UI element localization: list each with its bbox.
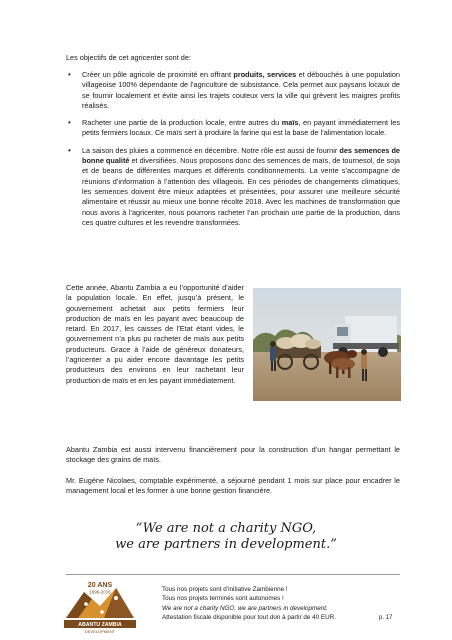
footer-divider — [66, 574, 400, 575]
bullet-text: Racheter une partie de la production locale, entre autres du — [82, 118, 282, 128]
list-item — [66, 70, 400, 111]
list-item — [66, 118, 400, 139]
bullet-text: Créer un pôle agricole de proximité en offrant — [82, 70, 234, 79]
bullet-icon: • — [68, 118, 71, 128]
abantu-zambia-logo — [62, 578, 138, 634]
bullet-text: et diversifiées. Nous proposons donc des semences de maïs, de tournesol, de soja et de beans de différentes marques et différents conditionnements. La vente s’accompagne de réunions d’information à l’attention des villageois. En ces périodes de changements climatiques, les semences doivent être mieux adaptées et présentées, pour assurer une meilleure sécurité alimentaire et réussir au mieux une bonne récolte 2018. Avec les machines de transformation que nous avons à l’agricenter, nous pourrons racheter l’an prochain une partie de la production, dans ces quatre cultures et les revendre transformées. — [82, 156, 400, 227]
bullet-bold: maïs — [281, 118, 299, 128]
bullet-text: , en payant immédiatement les petits fermiers locaux. Ce maïs sert à produire la farine qui est la base de l’alimentation locale. — [82, 118, 400, 138]
bullet-icon: • — [68, 70, 71, 79]
footer-line-1: Tous nos projets sont d’initiative Zambienne ! — [162, 586, 288, 593]
page-number: p. 17 — [379, 614, 393, 621]
maize-purchase-paragraph: Cette année, Abantu Zambia a eu l’opportunité d’aider la population locale. En effet, jusqu’à présent, le gouvernement achetait aux petits fermiers leur production de maïs en les payant avec beaucoup de retard. En 2017, les caisses de l’Etat étant vides, le gouvernement n’a plus pu racheter de maïs aux petits producteurs. Grace à l’aide de généreux donateurs, l’agricenter a pu aider encore davantage les petits producteurs des environs en leur rachetant leur production de maïs et en les payant immédiatement. — [66, 283, 244, 385]
quote-line-1: “We are not a charity NGO, — [135, 521, 317, 536]
logo-sub: DEVELOPMENT — [84, 628, 116, 634]
objectives-list — [66, 70, 400, 235]
quote-line-2: we are partners in development.” — [115, 537, 337, 552]
footer-line-4: Attestation fiscale disponible pour tout don à partir de 40 EUR. — [162, 613, 336, 621]
ox-cart-photo — [253, 288, 401, 401]
bullet-icon: • — [68, 145, 71, 155]
accountant-paragraph: Mr. Eugène Nicolaes, comptable expérimenté, a séjourné pendant 1 mois sur place pour encadrer le management local et les former à une bonne gestion financière. — [66, 476, 400, 496]
footer-line-2: Tous nos projets terminés sont autonomes ! — [162, 594, 284, 602]
logo-range: 1996-2016 — [89, 589, 111, 595]
bullet-bold: produits, services — [233, 70, 297, 79]
logo-years: 20 ANS — [87, 582, 113, 589]
bullet-bold: des semences de bonne qualité — [82, 145, 400, 166]
intro-text: Les objectifs de cet agricenter sont de: — [66, 53, 191, 62]
bullet-text: La saison des pluies a commencé en décembre. Notre rôle est aussi de fournir — [82, 145, 340, 155]
logo-name: ABANTU ZAMBIA — [78, 622, 122, 629]
bullet-text: et débouchés à une population villageoise 100% dépendante de l’agriculture de subsistance. Cela permet aux paysans locaux de se fournir localement et évite ainsi les trajets couteux vers la ville qui grèvent les maigres profits réalisés. — [82, 70, 400, 110]
footer-line-3: We are not a charity NGO, we are partners in development. — [162, 605, 328, 612]
hangar-paragraph: Abantu Zambia est aussi intervenu financièrement pour la construction d’un hangar permettant le stockage des grains de maïs. — [66, 445, 400, 465]
list-item — [66, 146, 400, 228]
